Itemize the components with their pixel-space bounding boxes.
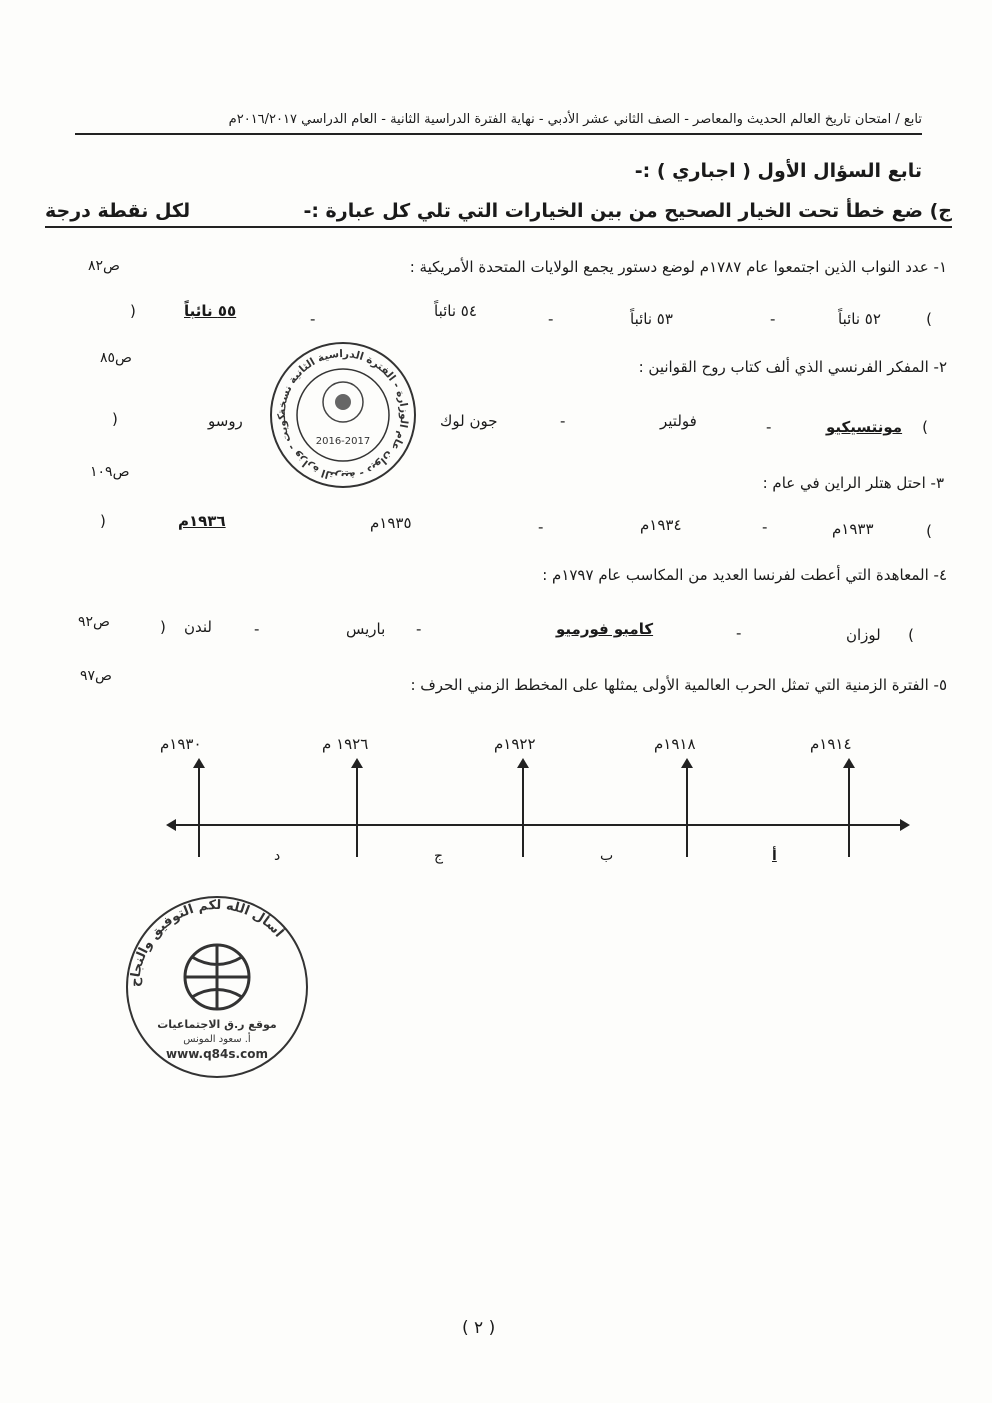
- question-4-ref: ص٩٢: [78, 614, 110, 630]
- paren-open: (: [922, 418, 928, 436]
- timeline-segment-a[interactable]: أ: [772, 848, 777, 864]
- paren-open: (: [926, 310, 932, 328]
- separator: -: [548, 310, 554, 328]
- question-3-text: ٣- احتل هتلر الراين في عام :: [762, 474, 944, 492]
- q1-option-1[interactable]: ٥٢ نائباً: [838, 310, 881, 328]
- q1-option-4[interactable]: ٥٥ نائباً: [184, 302, 237, 320]
- q4-option-2[interactable]: كامبو فورميو: [556, 620, 654, 638]
- q3-option-3[interactable]: ١٩٣٥م: [370, 514, 412, 532]
- q3-option-1[interactable]: ١٩٣٣م: [832, 520, 874, 538]
- timeline-tick: [198, 762, 200, 857]
- question-5-ref: ص٩٧: [80, 668, 112, 684]
- timeline-year-1914: ١٩١٤م: [810, 735, 852, 753]
- q2-option-4[interactable]: روسو: [208, 412, 243, 430]
- q4-option-1[interactable]: لوزان: [846, 626, 881, 644]
- q4-option-3[interactable]: باريس: [346, 620, 386, 638]
- timeline-year-1922: ١٩٢٢م: [494, 735, 536, 753]
- svg-text:أسأل الله لكم التوفيق والنجاح: [128, 898, 288, 987]
- question-title: تابع السؤال الأول ( اجباري ) :-: [634, 160, 922, 182]
- website-stamp-icon: [122, 892, 312, 1082]
- stamp2-url: www.q84s.com: [166, 1047, 268, 1061]
- separator: -: [560, 412, 566, 430]
- question-2-ref: ص٨٥: [100, 350, 132, 366]
- timeline-axis: [170, 824, 908, 826]
- separator: -: [416, 620, 422, 638]
- timeline-tick: [356, 762, 358, 857]
- q1-option-3[interactable]: ٥٤ نائباً: [434, 302, 477, 320]
- stamp1-ring-text: كويت - وزارة التربية - ديوان عام الوزارة - الفترة الدراسية الثانية نسخة: [275, 347, 411, 483]
- question-5-text: ٥- الفترة الزمنية التي تمثل الحرب العالمية الأولى يمثلها على المخطط الزمني الحرف :: [410, 676, 947, 694]
- instruction: [45, 200, 952, 228]
- exam-header: تابع / امتحان تاريخ العالم الحديث والمعاصر - الصف الثاني عشر الأدبي - نهاية الفترة الدراسية الثانية - العام الدراسي ٢٠١٦/٢٠١٧م: [75, 112, 922, 135]
- paren-close: ): [160, 618, 166, 636]
- separator: -: [736, 624, 742, 642]
- arrow-right-icon: [900, 819, 910, 831]
- question-2-text: ٢- المفكر الفرنسي الذي ألف كتاب روح القوانين :: [638, 358, 947, 376]
- paren-close: ): [100, 512, 106, 530]
- instruction-text: ج) ضع خطأ تحت الخيار الصحيح من بين الخيارات التي تلي كل عبارة :-: [303, 200, 952, 222]
- grade-note: لكل نقطة درجة: [45, 200, 191, 222]
- stamp2-ring-text: أسأل الله لكم التوفيق والنجاح: [127, 897, 286, 988]
- separator: -: [762, 518, 768, 536]
- timeline-tick: [686, 762, 688, 857]
- timeline-segment-d[interactable]: د: [274, 848, 281, 864]
- q4-option-4[interactable]: لندن: [184, 618, 212, 636]
- question-3-ref: ص١٠٩: [90, 464, 130, 480]
- paren-close: ): [130, 302, 136, 320]
- q3-option-4[interactable]: ١٩٣٦م: [178, 512, 226, 530]
- timeline-year-1926: ١٩٢٦ م: [322, 735, 369, 753]
- separator: -: [766, 418, 772, 436]
- separator: -: [254, 620, 260, 638]
- stamp2-line2: أ. سعود المونس: [183, 1034, 251, 1045]
- q2-option-2[interactable]: فولتير: [660, 412, 697, 430]
- q3-option-2[interactable]: ١٩٣٤م: [640, 516, 682, 534]
- q2-option-3[interactable]: جون لوك: [440, 412, 498, 430]
- paren-close: ): [112, 410, 118, 428]
- timeline-tick: [522, 762, 524, 857]
- ministry-stamp: [268, 340, 418, 490]
- separator: -: [538, 518, 544, 536]
- stamp1-year: 2016-2017: [315, 436, 371, 447]
- question-1-text: ١- عدد النواب الذين اجتمعوا عام ١٧٨٧م لوضع دستور يجمع الولايات المتحدة الأمريكية :: [409, 258, 947, 276]
- stamp-seal-icon: [268, 340, 418, 490]
- page-number: ( ٢ ): [462, 1318, 496, 1338]
- timeline-tick: [848, 762, 850, 857]
- question-4-text: ٤- المعاهدة التي أعطت لفرنسا العديد من المكاسب عام ١٧٩٧م :: [542, 566, 947, 584]
- website-stamp: [122, 892, 312, 1082]
- timeline-year-1930: ١٩٣٠م: [160, 735, 202, 753]
- stamp2-line1: موقع ر.ق الاجتماعيات: [157, 1018, 277, 1031]
- q1-option-2[interactable]: ٥٣ نائباً: [630, 310, 673, 328]
- separator: -: [770, 310, 776, 328]
- paren-open: (: [908, 626, 914, 644]
- separator: -: [310, 310, 316, 328]
- paren-open: (: [926, 522, 932, 540]
- timeline-segment-c[interactable]: ج: [434, 848, 444, 864]
- timeline-segment-b[interactable]: ب: [600, 848, 614, 864]
- q2-option-1[interactable]: مونتسيكيو: [826, 418, 903, 436]
- arrow-left-icon: [166, 819, 176, 831]
- question-1-ref: ص٨٢: [88, 258, 120, 274]
- timeline-year-1918: ١٩١٨م: [654, 735, 696, 753]
